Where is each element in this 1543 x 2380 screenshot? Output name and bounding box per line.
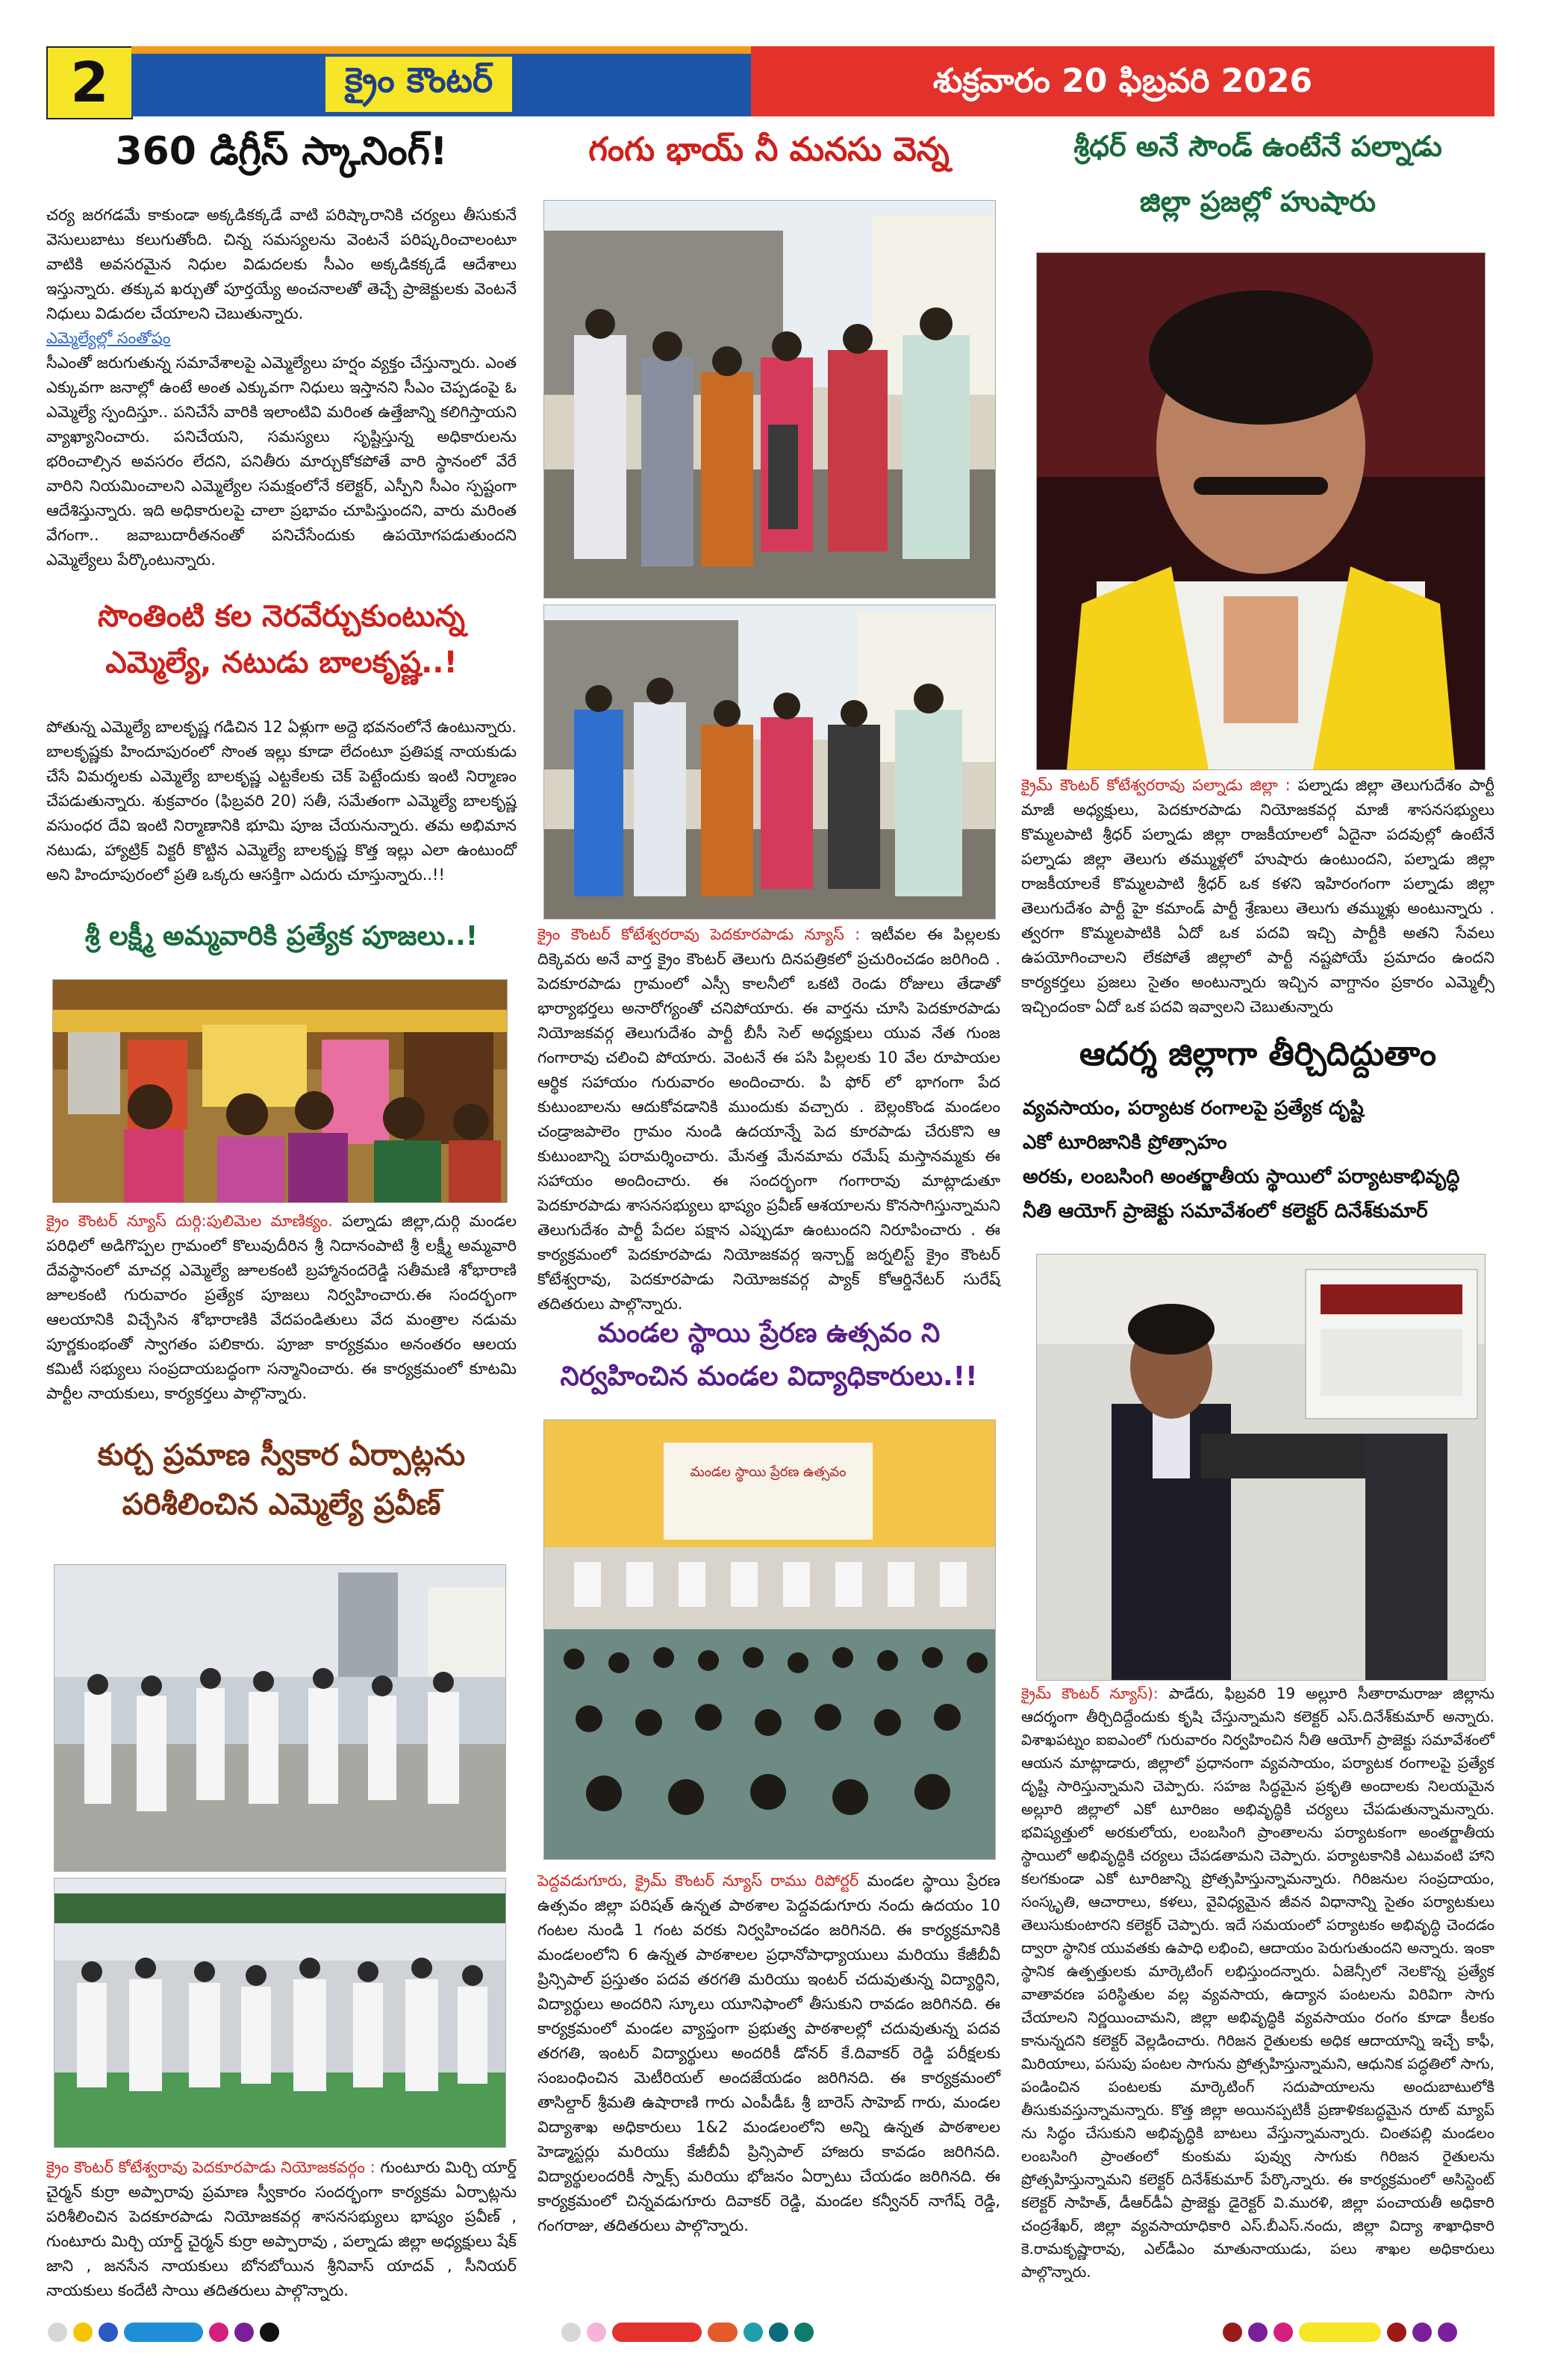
gangu-bhai-photo-2 [543, 605, 996, 919]
headline-360-scanning: 360 డిగ్రీస్ స్కానింగ్! [115, 129, 448, 174]
article-360-subhead: ఎమ్మెల్యేల్లో సంతోషం [46, 329, 171, 347]
swatch-pill [1299, 2323, 1381, 2342]
footer-swatch-center [561, 2323, 814, 2342]
article-oath-text: గుంటూరు మిర్చి యార్డ్ చైర్మన్ కుర్రా అప్పారావు ప్రమాణ స్వీకారం సందర్భంగా కార్యక్రమ ఏర్పాట్లను పరిశీలించిన పెదకూరపాడు నియోజకవర్గ శాసనసభ్యులు భాష్యం ప్రవీణ్ , గుంటూరు మిర్చి యార్డ్ చైర్మన్ కుర్రా అప్పారావు , పల్నాడు జిల్లా అధ్యక్షులు షేక్ జాని , జనసేన నాయకులు బోనబోయిన శ్రీనివాస్ యాదవ్ , సీనియర్ నాయకులు కందేటి సాయి తదితరులు పాల్గొన్నారు. [46, 2158, 517, 2299]
article-prerana-byline: పెద్దవడుగూరు, క్రైమ్ కౌంటర్ న్యూస్ రాము రిపోర్టర్ [537, 1872, 859, 1890]
swatch-dot [1248, 2323, 1268, 2342]
masthead-bar [131, 46, 751, 116]
swatch-dot [561, 2323, 581, 2342]
headline-oath-arrangements-l2: పరిశీలించిన ఎమ్మెల్యే ప్రవీణ్ [122, 1487, 441, 1522]
article-gangu-bhai-text: ఇటీవల ఈ పిల్లలకు దిక్కెవరు అనే వార్త క్రైం కౌంటర్ తెలుగు దినపత్రికలో ప్రచురించడం జరిగింది . పెదకూరపాడు గ్రామంలో ఎస్సీ కాలనీలో ఒకటి రెండు రోజులు తేడాతో భార్యాభర్తలు అనారోగ్యంతో చనిపోయారు. ఈ వార్తను చూసి పెదకూరపాడు నియోజకవర్గ తెలుగుదేశం పార్టీ బీసీ సెల్ అధ్యక్షులు యువ నేత గుంజ గంగారావు చలించి పోయారు. వెంటనే ఈ పసి పిల్లలకు 10 వేల రూపాయల ఆర్థిక సహాయం గురువారం అందించారు. పి ఫోర్ లో భాగంగా పేద కుటుంబాలను ఆదుకోవడానికి ముందుకు వచ్చారు . బెల్లంకొండ మండలం చండ్రాజపాలెం గ్రామం నుండి ఉదయాన్నే పెద కూరపాడు చేరుకొని ఆ కుటుంబాన్ని పరామర్శించారు. మేనత్త మేనమామ రమేష్ మస్తానమ్మకు ఈ సహాయం అందించారు. ఈ సందర్భంగా గంగారావు మాట్లాడుతూ పెదకూరపాడు శాసనసభ్యులు భాష్యం ప్రవీణ్ ఆశయాలను కొనసాగిస్తున్నామని తెలుగుదేశం పార్టీ పేదల పక్షాన ఎప్పుడూ ఉంటుందని నిరూపించారు . ఈ కార్యక్రమంలో పెదకూరపాడు నియోజకవర్గ ఇన్చార్జ్ జర్నలిస్ట్ క్రైం కౌంటర్ కోటేశ్వరావు, పెదకూరపాడు నియోజకవర్గ ప్యాక్ కోఆర్డినేటర్ సురేష్ తదితరులు పాల్గొన్నారు. [537, 925, 1000, 1313]
temple-puja-photo [52, 979, 508, 1203]
gangu-bhai-photo-1 [543, 200, 996, 599]
article-lakshmi-byline: క్రైం కౌంటర్ న్యూస్ దుర్గి:పులిమెల మాణిక్యం. [46, 1212, 333, 1230]
collector-speech-photo [1036, 1254, 1486, 1681]
headline-lakshmi-pujas: శ్రీ లక్ష్మీ అమ్మవారికి ప్రత్యేక పూజలు..! [84, 921, 479, 952]
deck-line-4: నీతి ఆయోగ్ ప్రాజెక్టు సమావేశంలో కలెక్టర్ దినేశ్‌కుమార్ [1023, 1200, 1428, 1222]
swatch-dot [587, 2323, 606, 2342]
headline-gangu-bhai: గంగు భాయ్ నీ మనసు వెన్న [588, 131, 950, 169]
headline-prerana-l1: మండల స్థాయి ప్రేరణ ఉత్సవం ని [597, 1318, 941, 1349]
swatch-dot [1438, 2323, 1457, 2342]
headline-sridhar-l1: శ్రీధర్ అనే సౌండ్ ఉంటేనే పల్నాడు [1073, 130, 1442, 163]
swatch-pill [708, 2323, 738, 2342]
swatch-dot [99, 2323, 118, 2342]
deck-line-2: ఎకో టూరిజానికి ప్రోత్సాహం [1023, 1131, 1227, 1154]
article-gangu-bhai-byline: క్రైం కౌంటర్ కోటేశ్వరరావు పెదకూరపాడు న్యూస్ : [537, 925, 861, 943]
article-oath-byline: క్రైం కౌంటర్ కోటేశ్వరావు పెదకూరపాడు నియోజకవర్గం : [46, 2158, 375, 2176]
swatch-dot [234, 2323, 254, 2342]
oath-inspection-photo-1 [54, 1564, 506, 1872]
footer-swatch-left [48, 2323, 279, 2342]
article-sridhar-body [1021, 773, 1494, 1019]
headline-sridhar-l2: జిల్లా ప్రజల్లో హుషారు [1139, 185, 1377, 218]
swatch-dot [744, 2323, 763, 2342]
swatch-dot [794, 2323, 814, 2342]
article-lakshmi-body [46, 1209, 517, 1406]
headline-prerana-l2: నిర్వహించిన మండల విద్యాధికారులు.!! [560, 1361, 978, 1392]
swatch-dot [209, 2323, 228, 2342]
swatch-dot [48, 2323, 67, 2342]
article-sridhar-text: పల్నాడు జిల్లా తెలుగుదేశం పార్టీ మాజీ అధ్యక్షులు, పెదకూరపాడు నియోజకవర్గ మాజీ శాసనసభ్యులు కొమ్మలపాటి శ్రీధర్ పల్నాడు జిల్లా రాజకీయాలలో ఏదైనా పదవుల్లో ఉంటేనే పల్నాడు జిల్లా తెలుగు తమ్ముళ్లలో హుషారు ఉంటుందని, పల్నాడు జిల్లా రాజకీయాలకే కొమ్మలపాటి శ్రీధర్ ఒక కళని ఇహిరంగంగా పల్నాడు జిల్లా తెలుగుదేశం పార్టీ హై కమాండ్ పార్టీ శ్రేణులు తెలుగు తమ్ముళ్లు అంటున్నారు . త్వరగా కొమ్మలపాటికి ఏదో ఒక పదవి ఇచ్చి పార్టీకి అతని సేవలు ఉపయోగించాలని లేకపోతే జిల్లాలో పార్టీ నష్టపోయే ప్రమాదం ఉందని కార్యకర్తలు ప్రజలు సైతం అంటున్నారు ఇచ్చిన వాగ్దానం ప్రకారం ఎమ్మెల్సీ ఇచ్చిందంకా ఏదో ఒక పదవి ఇవ్వాలని చెబుతున్నారు [1021, 776, 1494, 1016]
article-lakshmi-text: పల్నాడు జిల్లా,దుర్గి మండల పరిధిలో అడిగొప్పల గ్రామంలో కొలువుదీరిన శ్రీ నిదానంపాటి శ్రీ లక్ష్మీ అమ్మవారి దేవస్థానంలో మాచర్ల ఎమ్మెల్యే జూలకంటి బ్రహ్మానందరెడ్డి సతీమణి శోభారాణి జూలకంటి గురువారం ప్రత్యేక పూజలు నిర్వహించారు.ఈ సందర్భంగా ఆలయానికి విచ్చేసిన శోభారాణికి వేదపండితులు వేద మంత్రాల నడుమ పూర్ణకుంభంతో స్వాగతం పలికారు. పూజా కార్యక్రమం అనంతరం ఆలయ కమిటీ సభ్యులు సంప్రదాయబద్ధంగా సన్మానించారు. ఈ కార్యక్రమంలో కూటమి పార్టీల నాయకులు, కార్యకర్తలు పాల్గొన్నారు. [46, 1212, 517, 1402]
footer-swatch-right [1223, 2323, 1457, 2342]
article-360-para1: చర్య జరగడమే కాకుండా అక్కడికక్కడే వాటి పరిష్కారానికి చర్యలు తీసుకునే వెసులుబాటు కలుగుతోంది. చిన్న సమస్యలను వెంటనే పరిష్కరించాలంటూ వాటికి అవసరమైన నిధుల విడుదలకు సీఎం అక్కడికక్కడే ఆదేశాలు ఇస్తున్నారు. తక్కువ ఖర్చుతో పూర్తయ్యే అంచనాలతో తెచ్చే ప్రాజెక్టులకు వెంటనే నిధులు విడుదల చేయాలని చెబుతున్నారు. [46, 206, 517, 322]
headline-balakrishna-l2: ఎమ్మెల్యే, నటుడు బాలకృష్ణ..! [105, 646, 458, 680]
swatch-dot [1387, 2323, 1406, 2342]
article-collector-byline: క్రైమ్ కౌంటర్ న్యూస్): [1021, 1684, 1159, 1702]
issue-date: శుక్రవారం 20 ఫిబ్రవరి 2026 [751, 46, 1494, 116]
article-oath-body [46, 2155, 517, 2303]
swatch-dot [769, 2323, 788, 2342]
article-prerana-text: మండల స్థాయి ప్రేరణ ఉత్సవం జిల్లా పరిషత్ ఉన్నత పాఠశాల పెద్దవడుగూరు నందు ఉదయం 10 గంటల నుండి 1 గంట వరకు నిర్వహించడం జరిగినది. ఈ కార్యక్రమానికి మండలంలోని 6 ఉన్నత పాఠశాలల ప్రధానోపాధ్యాయులు మరియు కేజీబీవీ ప్రిన్సిపాల్ ప్రస్తుతం పదవ తరగతి మరియు ఇంటర్ చదువుతున్న విద్యార్థిని, విద్యార్థులు అందరిని స్కూలు యూనిఫాంలో తీసుకుని రావడం జరిగినది. ఈ కార్యక్రమంలో మండల వ్యాప్తంగా ప్రభుత్వ పాఠశాలల్లో చదువుతున్న పదవ తరగతి, ఇంటర్ విద్యార్థులు అందరికీ డోనర్ కే.దివాకర్ రెడ్డి పరీక్షలకు సంబంధించిన మెటీరియల్ అందజేయడం జరిగినది. ఈ కార్యక్రమంలో తాసిల్దార్ శ్రీమతి ఉషారాణి గారు ఎంపీడీఓ శ్రీ బారెస్ సాహెబ్ గారు, మండల విద్యాశాఖ అధికారులు 1&2 మండలంలోని అన్ని ఉన్నత పాఠశాలల హెడ్మాస్టర్లు మరియు కేజీబీవీ ప్రిన్సిపాల్ హాజరు కావడం జరిగినది. విద్యార్థులందరికీ స్నాక్స్ మరియు భోజనం ఏర్పాటు చేయడం జరిగినది. ఈ కార్యక్రమంలో చిన్నవడుగూరు దివాకర్ రెడ్డి, మండల కన్వీనర్ నాగేష్ రెడ్డి, గంగరాజు, తదితరులు పాల్గొన్నారు. [537, 1872, 1000, 2234]
article-collector-body [1021, 1682, 1494, 2284]
swatch-dot [73, 2323, 93, 2342]
article-360-para2: సీఎంతో జరుగుతున్న సమావేశాలపై ఎమ్మెల్యేలు హర్షం వ్యక్తం చేస్తున్నారు. ఎంత ఎక్కువగా జనాల్లో ఉంటే అంత ఎక్కువగా నిధులు ఇస్తానని సీఎం చెప్పడంపై ఓ ఎమ్మెల్యే స్పందిస్తూ.. పనిచేసే వారికి ఇలాంటివి మరింత ఉత్తేజాన్ని కలిగిస్తాయని వ్యాఖ్యానించారు. పనిచేయని, సమస్యలు సృష్టిస్తున్న అధికారులను భరించాల్సిన అవసరం లేదని, పనితీరు మార్చుకోకపోతే వారి స్థానంలో వేరే వారిని నియమించాలని ఎమ్మెల్యేల సమక్షంలోనే కలెక్టర్, ఎస్పీని సీఎం స్పష్టంగా ఆదేశిస్తున్నారు. ఇది అధికారులపై చాలా ప్రభావం చూపిస్తుందని, వారు మరింత వేగంగా.. జవాబుదారీతనంతో పనిచేసేందుకు ఉపయోగపడుతుందని ఎమ్మెల్యేలు పేర్కొంటున్నారు. [46, 354, 517, 569]
deck-line-1: వ్యవసాయం, పర్యాటక రంగాలపై ప్రత్యేక దృష్టి [1023, 1097, 1364, 1119]
swatch-dot [1223, 2323, 1242, 2342]
headline-model-district: ఆదర్శ జిల్లాగా తీర్చిదిద్దుతాం [1079, 1035, 1437, 1073]
deck-line-3: అరకు, లంబసింగి అంతర్జాతీయ స్థాయిలో పర్యాటకాభివృద్ధి [1023, 1166, 1460, 1188]
event-banner-text: మండల స్థాయి ప్రేరణ ఉత్సవం [690, 1464, 847, 1480]
page-number: 2 [46, 46, 133, 119]
article-prerana-body [537, 1869, 1000, 2238]
swatch-dot [1274, 2323, 1293, 2342]
article-collector-text: పాడేరు, ఫిబ్రవరి 19 అల్లూరి సీతారామరాజు జిల్లాను ఆదర్శంగా తీర్చిదిద్దేందుకు కృషి చేస్తున్నామని కలెక్టర్ ఎస్.దినేశ్‌కుమార్ అన్నారు. విశాఖపట్నం ఐఐఎంలో గురువారం నిర్వహించిన నీతి ఆయోగ్ ప్రాజెక్టు సమావేశంలో ఆయన మాట్లాడారు, జిల్లాలో ప్రధానంగా వ్యవసాయం, పర్యాటక రంగాలపై ప్రత్యేక దృష్టి సారిస్తున్నామని చెప్పారు. సహజ సిద్ధమైన ప్రకృతి అందాలకు నిలయమైన అల్లూరి జిల్లాలో ఎకో టూరిజం అభివృద్ధికి చర్యలు చేపడుతున్నామన్నారు. భవిష్యత్తులో అరకులోయ, లంబసింగి ప్రాంతాలను పర్యాటకంగా అంతర్జాతీయ స్థాయిలో అభివృద్ధికి చర్యలు చేపడతామని చెప్పారు. పర్యాటకానికి ఎటువంటి హాని కలగకుండా ఎకో టూరిజాన్ని ప్రోత్సహిస్తున్నామన్నారు. గిరిజనుల సంప్రదాయం, సంస్కృతి, ఆచారాలు, కళలు, వైవిధ్యమైన జీవన విధానాన్ని సైతం పర్యాటకులు తెలుసుకుంటారని కలెక్టర్ చెప్పారు. ఇదే సమయంలో పర్యాటకం అభివృద్ధి చెందడం ద్వారా స్థానిక యువతకు ఉపాధి లభించి, ఆదాయం పెరుగుతుందని అన్నారు. ఇంకా స్థానిక ఉత్పత్తులకు మార్కెటింగ్ లభిస్తుందన్నారు. ఏజెన్సీలో నెలకొన్న ప్రత్యేక వాతావరణ పరిస్థితుల వల్ల వ్యవసాయ, ఉద్యాన పంటలను విరివిగా సాగు చేయాలని నిర్ణయించామని, జిల్లా అభివృద్ధికి వ్యవసాయం రంగం కూడా కీలకం కానున్నదని కలెక్టర్ వెల్లడించారు. గిరిజన రైతులకు అధిక ఆదాయాన్ని ఇచ్చే కాఫీ, మిరియాలు, పసుపు పంటల సాగును ప్రోత్సహిస్తున్నామని, ఆధునిక పద్ధతిలో సాగు, పండించిన పంటలకు మార్కెటింగ్ సదుపాయాలను అందుబాటులోకి తీసుకువస్తున్నామన్నారు. కొత్త జిల్లా అయినప్పటికీ ప్రణాళికబద్ధమైన రూట్ మ్యాప్ ను సిద్ధం చేసుకుని అభివృద్ధికి బాటలు వేస్తున్నామన్నారు. చింతపల్లి మండలం లంబసింగి ప్రాంతంలో కుంకుమ పువ్వు సాగుకు గిరిజన రైతులను ప్రోత్సహిస్తున్నామని కలెక్టర్ దినేశ్‌కుమార్ పేర్కొన్నారు. ఈ కార్యక్రమంలో అసిస్టెంట్ కలెక్టర్ సాహిత్, డీఆర్‌డీఏ ప్రాజెక్టు డైరెక్టర్ వి.మురళి, జిల్లా పంచాయతీ అధికారి చంద్రశేఖర్, జిల్లా వ్యవసాయాధికారి ఎస్.బీఎస్.నందు, జిల్లా విద్యా శాఖాధికారి కె.రామకృష్ణారావు, ఎల్‌డీఎం మాతునాయుడు, పలు శాఖల అధికారులు పాల్గొన్నారు. [1021, 1684, 1494, 2281]
article-gangu-bhai-body [537, 922, 1000, 1317]
swatch-dot [1412, 2323, 1432, 2342]
article-360-body [46, 203, 517, 572]
article-balakrishna-body: పోతున్న ఎమ్మెల్యే బాలకృష్ణ గడిచిన 12 ఏళ్లుగా అద్దె భవనంలోనే ఉంటున్నారు. బాలకృష్ణకు హిందూపురంలో సొంత ఇల్లు కూడా లేదంటూ ప్రతిపక్ష నాయకుడు చేసే విమర్శలకు ఎమ్మెల్యే బాలకృష్ణ ఎట్టకేలకు చెక్ పెట్టేందుకు ఇంటి నిర్మాణం చేపడుతున్నారు. శుక్రవారం (ఫిబ్రవరి 20) సతీ, సమేతంగా ఎమ్మెల్యే బాలకృష్ణ వసుంధర దేవి ఇంటి నిర్మాణానికి భూమి పూజ చేయనున్నారు. తమ అభిమాన నటుడు, హ్యాట్రిక్ విక్టరీ కొట్టిన ఎమ్మెల్యే బాలకృష్ణ కొత్త ఇల్లు ఎలా ఉంటుందో అని హిందూపురంలో ప్రతి ఒక్కరు ఆసక్తిగా ఎదురు చూస్తున్నారు..!! [46, 718, 517, 884]
sridhar-portrait [1036, 252, 1486, 770]
swatch-dot [260, 2323, 279, 2342]
paper-name: క్రైం కౌంటర్ [325, 57, 512, 112]
oath-inspection-photo-2 [54, 1878, 506, 2148]
prerana-event-photo [543, 1419, 996, 1860]
article-sridhar-byline: క్రైమ్ కౌంటర్ కోటేశ్వరరావు పల్నాడు జిల్లా : [1021, 776, 1291, 794]
swatch-pill [124, 2323, 203, 2342]
swatch-pill [612, 2323, 702, 2342]
headline-balakrishna-l1: సొంతింటి కల నెరవేర్చుకుంటున్న [97, 599, 466, 634]
headline-oath-arrangements-l1: కుర్చ ప్రమాణ స్వీకార ఏర్పాట్లను [97, 1438, 466, 1472]
